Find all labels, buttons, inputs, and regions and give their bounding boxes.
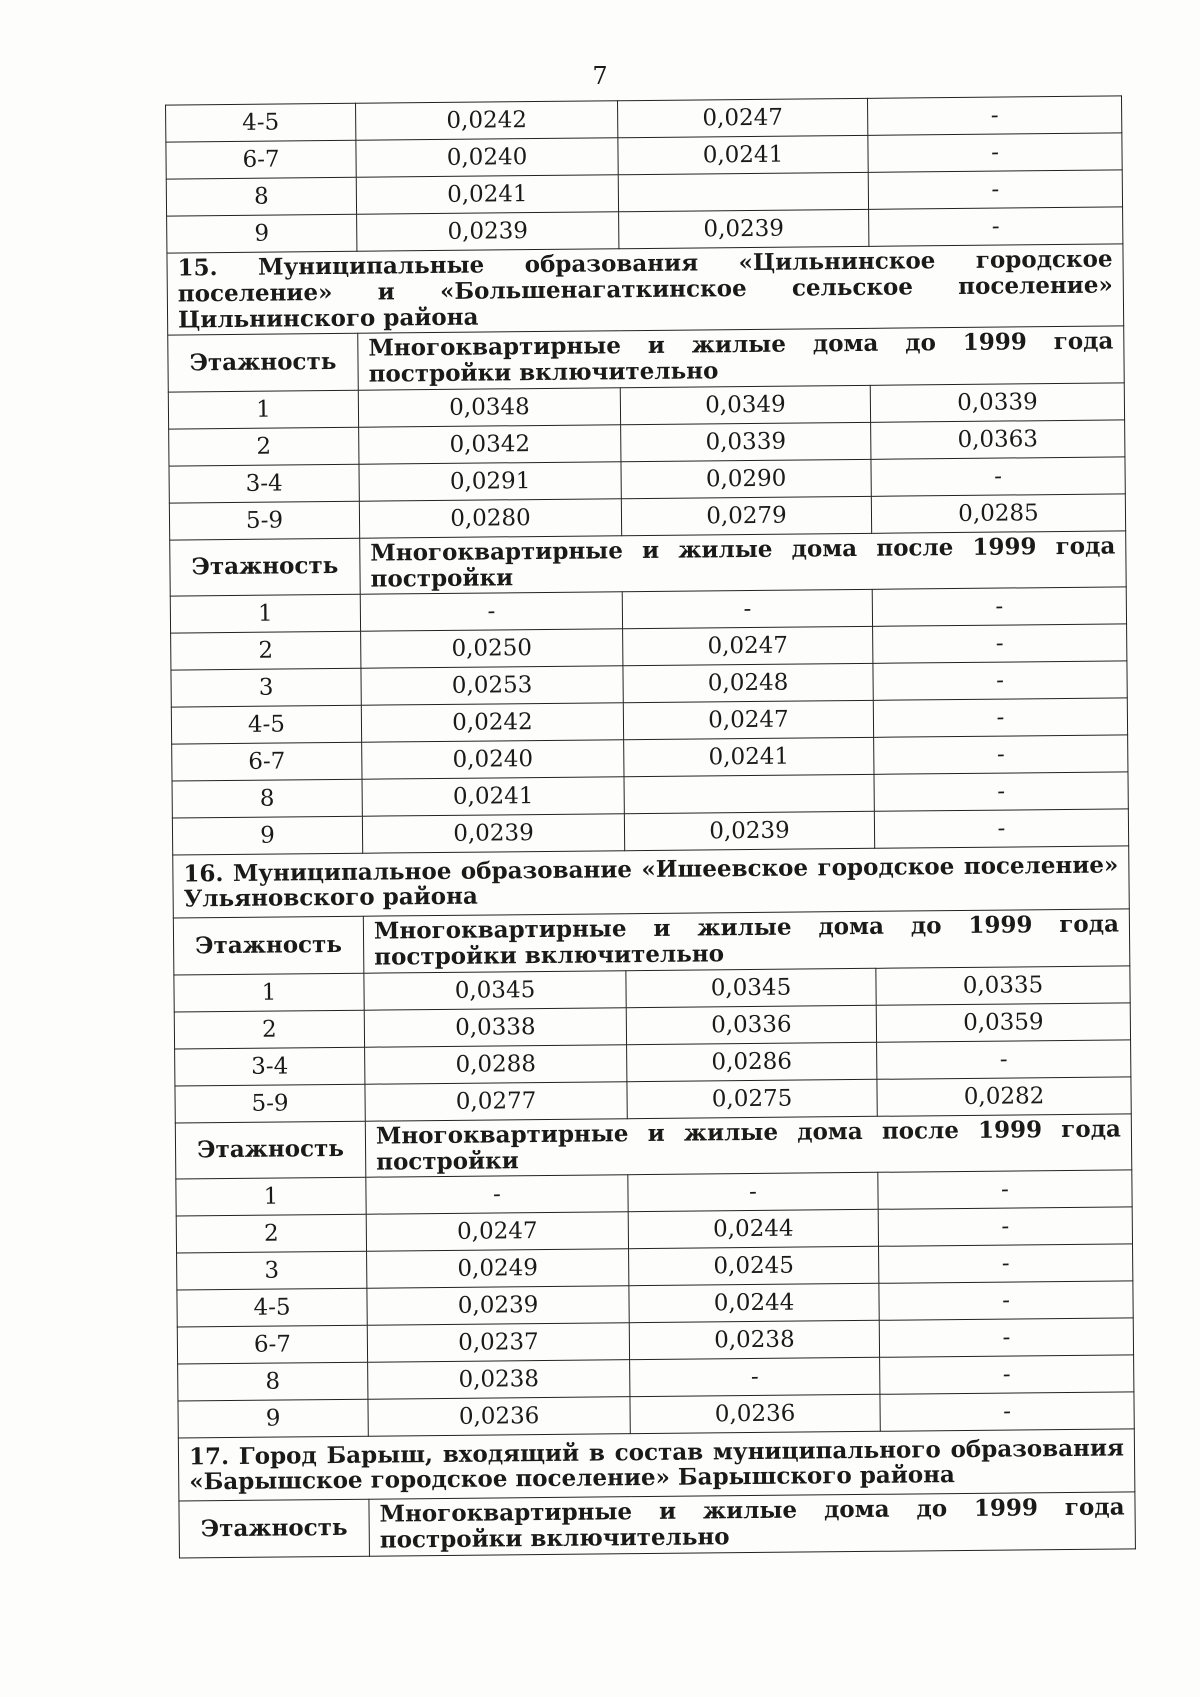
column-header-row — [179, 1492, 1135, 1558]
value-cell: 0,0338 — [364, 1007, 626, 1047]
value-cell: 0,0242 — [361, 703, 623, 743]
floors-cell: 4-5 — [166, 103, 356, 142]
value-cell: 0,0277 — [365, 1081, 627, 1121]
value-cell: 0,0238 — [629, 1321, 879, 1360]
section-title: 17. Город Барыш, входящий в состав муниципального образования «Барышское городское поселение» Барышского района — [178, 1429, 1135, 1501]
floors-cell: 6-7 — [166, 140, 356, 179]
value-cell: - — [878, 1207, 1132, 1246]
floors-header: Этажность — [170, 538, 361, 596]
floors-header: Этажность — [168, 334, 359, 392]
floors-header: Этажность — [175, 1121, 366, 1179]
value-cell: 0,0241 — [362, 777, 624, 817]
value-cell: 0,0285 — [871, 494, 1125, 533]
value-cell: 0,0345 — [626, 968, 876, 1007]
value-cell: 0,0336 — [626, 1005, 876, 1044]
floors-cell: 8 — [172, 779, 362, 818]
floors-cell: 9 — [172, 816, 362, 855]
tariff-table — [165, 95, 1136, 1558]
building-type-header: Многоквартирные и жилые дома до 1999 года постройки включительно — [358, 326, 1125, 390]
value-cell: 0,0239 — [362, 814, 624, 854]
value-cell: - — [873, 624, 1127, 663]
floors-cell: 2 — [176, 1214, 366, 1253]
floors-cell: 8 — [166, 177, 356, 216]
value-cell: - — [874, 735, 1128, 774]
value-cell: 0,0240 — [356, 138, 618, 178]
value-cell: 0,0279 — [621, 496, 871, 535]
value-cell — [624, 775, 874, 814]
value-cell: 0,0345 — [364, 970, 626, 1010]
value-cell: 0,0241 — [624, 738, 874, 777]
building-type-header: Многоквартирные и жилые дома после 1999 года постройки — [360, 531, 1127, 595]
value-cell: - — [366, 1175, 628, 1215]
floors-header: Этажность — [173, 916, 364, 974]
floors-cell: 4-5 — [177, 1288, 367, 1327]
value-cell: - — [628, 1173, 878, 1212]
value-cell: 0,0286 — [627, 1042, 877, 1081]
value-cell: 0,0236 — [630, 1395, 880, 1434]
floors-cell: 1 — [170, 594, 360, 633]
column-header-row — [173, 909, 1129, 975]
value-cell: 0,0236 — [368, 1397, 630, 1437]
floors-header: Этажность — [179, 1499, 370, 1557]
value-cell: - — [879, 1281, 1133, 1320]
value-cell: 0,0335 — [876, 966, 1130, 1005]
value-cell: 0,0339 — [870, 383, 1124, 422]
value-cell: 0,0282 — [877, 1077, 1131, 1116]
value-cell: 0,0342 — [359, 424, 621, 464]
value-cell: 0,0239 — [367, 1286, 629, 1326]
floors-cell: 3 — [177, 1251, 367, 1290]
value-cell: 0,0249 — [367, 1249, 629, 1289]
value-cell: - — [867, 96, 1121, 135]
value-cell: - — [360, 592, 622, 632]
value-cell: 0,0239 — [357, 212, 619, 252]
section-title-row — [173, 846, 1130, 918]
value-cell: - — [878, 1170, 1132, 1209]
value-cell: 0,0247 — [366, 1212, 628, 1252]
value-cell: - — [874, 809, 1128, 848]
value-cell: - — [873, 698, 1127, 737]
floors-cell: 9 — [178, 1399, 368, 1438]
floors-cell: 3-4 — [175, 1047, 365, 1086]
value-cell: 0,0241 — [356, 175, 618, 215]
value-cell: - — [873, 661, 1127, 700]
floors-cell: 3-4 — [169, 464, 359, 503]
value-cell: - — [871, 457, 1125, 496]
value-cell: - — [879, 1244, 1133, 1283]
value-cell: 0,0349 — [620, 385, 870, 424]
value-cell: 0,0240 — [362, 740, 624, 780]
value-cell: 0,0237 — [367, 1323, 629, 1363]
value-cell: 0,0280 — [359, 498, 621, 538]
value-cell: 0,0348 — [358, 387, 620, 427]
section-title-row — [167, 244, 1124, 335]
building-type-header: Многоквартирные и жилые дома до 1999 года постройки включительно — [363, 909, 1130, 973]
value-cell: 0,0248 — [623, 664, 873, 703]
floors-cell: 5-9 — [169, 501, 359, 540]
floors-cell: 4-5 — [171, 705, 361, 744]
value-cell: 0,0238 — [368, 1360, 630, 1400]
value-cell: 0,0290 — [621, 459, 871, 498]
value-cell: 0,0244 — [628, 1210, 878, 1249]
value-cell: 0,0244 — [629, 1284, 879, 1323]
value-cell: 0,0241 — [618, 135, 868, 174]
building-type-header: Многоквартирные и жилые дома после 1999 года постройки — [365, 1114, 1132, 1178]
value-cell: 0,0239 — [624, 812, 874, 851]
value-cell: 0,0359 — [876, 1003, 1130, 1042]
floors-cell: 8 — [178, 1362, 368, 1401]
value-cell — [618, 172, 868, 211]
floors-cell: 1 — [176, 1177, 366, 1216]
value-cell: - — [869, 207, 1123, 246]
value-cell: 0,0239 — [619, 209, 869, 248]
value-cell: - — [868, 133, 1122, 172]
building-type-header: Многоквартирные и жилые дома до 1999 года постройки включительно — [369, 1492, 1136, 1556]
value-cell: 0,0339 — [621, 422, 871, 461]
value-cell: - — [872, 587, 1126, 626]
floors-cell: 2 — [171, 631, 361, 670]
value-cell: 0,0245 — [629, 1247, 879, 1286]
value-cell: 0,0247 — [623, 701, 873, 740]
value-cell: 0,0275 — [627, 1079, 877, 1118]
value-cell: - — [880, 1355, 1134, 1394]
value-cell: 0,0291 — [359, 461, 621, 501]
value-cell: 0,0288 — [365, 1044, 627, 1084]
value-cell: 0,0247 — [618, 98, 868, 137]
value-cell: 0,0363 — [871, 420, 1125, 459]
floors-cell: 9 — [167, 214, 357, 253]
floors-cell: 3 — [171, 668, 361, 707]
column-header-row — [170, 531, 1126, 597]
section-title: 15. Муниципальные образования «Цильнинское городское поселение» и «Большенагаткинское сельское поселение» Цильнинского района — [167, 244, 1124, 335]
column-header-row — [175, 1114, 1131, 1180]
value-cell: - — [877, 1040, 1131, 1079]
value-cell: - — [622, 590, 872, 629]
section-title-row — [178, 1429, 1135, 1501]
value-cell: - — [874, 772, 1128, 811]
value-cell: - — [630, 1358, 880, 1397]
floors-cell: 6-7 — [177, 1325, 367, 1364]
floors-cell: 2 — [169, 427, 359, 466]
section-title: 16. Муниципальное образование «Ишеевское городское поселение» Ульяновского района — [173, 846, 1130, 918]
floors-cell: 2 — [174, 1010, 364, 1049]
floors-cell: 1 — [174, 973, 364, 1012]
floors-cell: 6-7 — [172, 742, 362, 781]
floors-cell: 5-9 — [175, 1084, 365, 1123]
value-cell: - — [879, 1318, 1133, 1357]
value-cell: 0,0253 — [361, 666, 623, 706]
page-number: 7 — [592, 62, 608, 90]
column-header-row — [168, 326, 1124, 392]
value-cell: - — [880, 1392, 1134, 1431]
value-cell: - — [868, 170, 1122, 209]
value-cell: 0,0242 — [356, 101, 618, 141]
value-cell: 0,0247 — [623, 627, 873, 666]
value-cell: 0,0250 — [361, 629, 623, 669]
floors-cell: 1 — [168, 390, 358, 429]
